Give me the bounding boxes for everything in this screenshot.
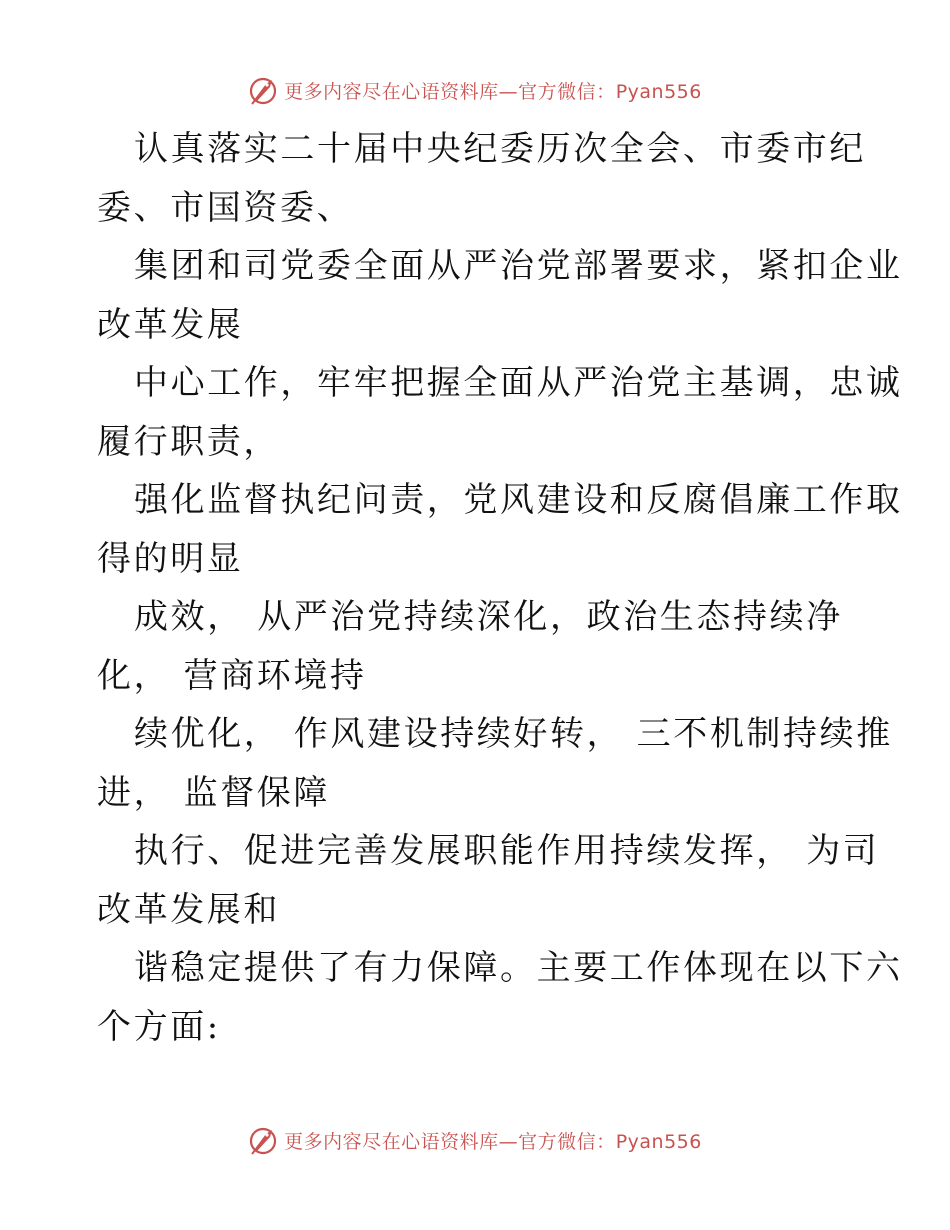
paragraph	[97, 939, 903, 1056]
paragraph	[97, 588, 857, 705]
watermark-slogan: 更多内容尽在心语资料库	[284, 1130, 499, 1153]
paragraph-line: 谐稳定提供了有力保障。主要工作体现在以下六	[134, 948, 903, 988]
watermark-text	[284, 77, 702, 104]
watermark-wechat-id: Pyan556	[615, 1130, 702, 1153]
watermark-dash: —	[498, 80, 519, 103]
watermark-wechat-label: 官方微信：	[518, 1130, 616, 1153]
watermark-text	[284, 1127, 702, 1154]
paragraph-line: 化， 营商环境持	[97, 655, 367, 696]
paragraph	[97, 237, 903, 354]
footer-watermark-banner	[0, 1120, 950, 1160]
paragraph-line: 执行、促进完善发展职能作用持续发挥， 为司	[134, 831, 880, 871]
paragraph-line: 续优化， 作风建设持续好转， 三不机制持续推	[134, 714, 893, 754]
pen-nib-logo-icon	[248, 1124, 280, 1156]
document-body	[97, 120, 903, 1056]
paragraph-line: 进， 监督保障	[97, 772, 331, 813]
paragraph-line: 履行职责，	[97, 421, 280, 462]
paragraph	[97, 471, 903, 588]
watermark-dash: —	[498, 1130, 519, 1153]
watermark-wechat-label: 官方微信：	[518, 80, 616, 103]
paragraph	[97, 120, 866, 237]
paragraph-line: 成效， 从严治党持续深化，政治生态持续净	[134, 597, 843, 637]
paragraph	[97, 354, 903, 471]
paragraph-line: 委、市国资委、	[97, 187, 354, 228]
paragraph-line: 中心工作，牢牢把握全面从严治党主基调，忠诚	[134, 363, 903, 403]
paragraph-line: 改革发展和	[97, 889, 280, 930]
paragraph-line: 改革发展	[97, 304, 244, 345]
paragraph-line: 个方面:	[97, 1006, 221, 1047]
paragraph-line: 得的明显	[97, 538, 244, 579]
paragraph-line: 集团和司党委全面从严治党部署要求，紧扣企业	[134, 246, 903, 286]
paragraph-line: 强化监督执纪问责，党风建设和反腐倡廉工作取	[134, 480, 903, 520]
pen-nib-logo-icon	[248, 74, 280, 106]
paragraph	[97, 822, 880, 939]
watermark-wechat-id: Pyan556	[615, 80, 702, 103]
paragraph-line: 认真落实二十届中央纪委历次全会、市委市纪	[134, 129, 866, 169]
paragraph	[97, 705, 893, 822]
header-watermark-banner	[0, 70, 950, 110]
watermark-slogan: 更多内容尽在心语资料库	[284, 80, 499, 103]
